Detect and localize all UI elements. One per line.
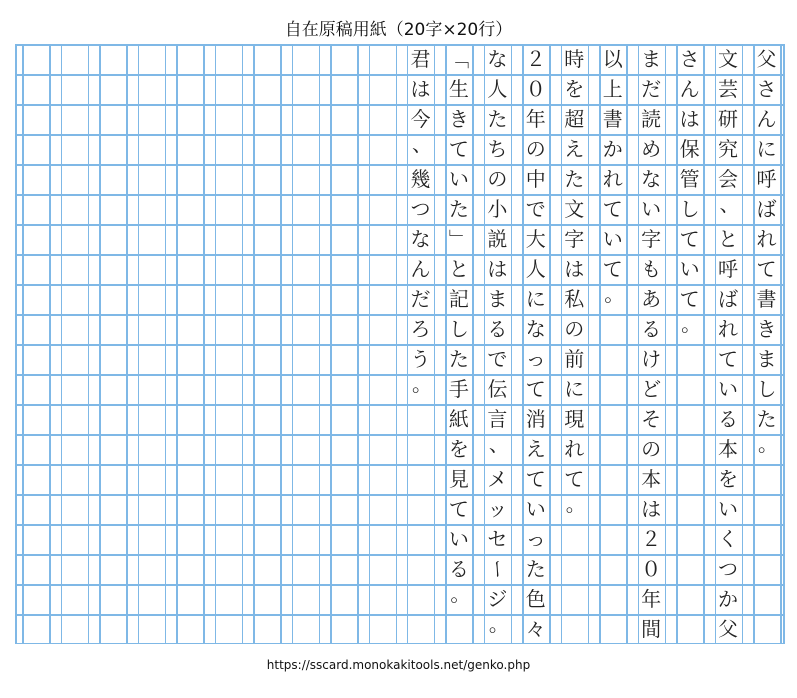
manuscript-column bbox=[253, 44, 280, 644]
manuscript-char: 説 bbox=[487, 227, 508, 251]
manuscript-char: の bbox=[487, 167, 508, 191]
grid-line-horizontal bbox=[15, 284, 784, 286]
manuscript-char: て bbox=[448, 137, 469, 161]
manuscript-char: 時 bbox=[564, 47, 585, 71]
manuscript-char: の bbox=[564, 317, 585, 341]
manuscript-char: え bbox=[564, 137, 585, 161]
manuscript-char: メ bbox=[487, 467, 508, 491]
manuscript-char: 現 bbox=[564, 407, 585, 431]
grid-line-horizontal bbox=[15, 314, 784, 316]
manuscript-char: と bbox=[718, 227, 739, 251]
manuscript-char: 々 bbox=[525, 617, 546, 641]
manuscript-char: は bbox=[679, 107, 700, 131]
grid-line-horizontal bbox=[15, 134, 784, 136]
manuscript-char: ば bbox=[718, 287, 739, 311]
manuscript-char: る bbox=[487, 317, 508, 341]
grid-line-horizontal bbox=[15, 44, 784, 46]
manuscript-char: 管 bbox=[679, 167, 700, 191]
manuscript-char: 本 bbox=[641, 467, 662, 491]
manuscript-column bbox=[676, 44, 703, 644]
manuscript-char: し bbox=[679, 197, 700, 221]
manuscript-char: 父 bbox=[756, 47, 777, 71]
manuscript-grid bbox=[15, 44, 784, 644]
manuscript-char: な bbox=[641, 167, 662, 191]
manuscript-char: の bbox=[525, 137, 546, 161]
manuscript-char: て bbox=[564, 467, 585, 491]
manuscript-char: て bbox=[602, 197, 623, 221]
manuscript-char: 超 bbox=[564, 107, 585, 131]
manuscript-column bbox=[599, 44, 626, 644]
manuscript-char: き bbox=[448, 107, 469, 131]
manuscript-char: ０ bbox=[525, 77, 546, 101]
manuscript-char: て bbox=[525, 467, 546, 491]
manuscript-char: 私 bbox=[564, 287, 585, 311]
manuscript-char: し bbox=[756, 377, 777, 401]
manuscript-char: れ bbox=[756, 227, 777, 251]
manuscript-char: い bbox=[448, 527, 469, 551]
manuscript-char: 今 bbox=[410, 107, 431, 131]
manuscript-char: た bbox=[564, 167, 585, 191]
manuscript-char: ん bbox=[679, 77, 700, 101]
manuscript-char: し bbox=[448, 317, 469, 341]
manuscript-column bbox=[407, 44, 434, 644]
manuscript-char: ち bbox=[487, 137, 508, 161]
manuscript-column bbox=[215, 44, 242, 644]
manuscript-char: 手 bbox=[448, 377, 469, 401]
manuscript-char: 「 bbox=[446, 49, 471, 69]
manuscript-char: 本 bbox=[718, 437, 739, 461]
manuscript-char: は bbox=[564, 257, 585, 281]
manuscript-char: で bbox=[487, 347, 508, 371]
manuscript-char: 字 bbox=[564, 227, 585, 251]
manuscript-column bbox=[445, 44, 472, 644]
grid-line-horizontal bbox=[15, 494, 784, 496]
manuscript-char: は bbox=[410, 77, 431, 101]
manuscript-char: 。 bbox=[450, 582, 471, 606]
manuscript-char: い bbox=[602, 227, 623, 251]
grid-line-horizontal bbox=[15, 194, 784, 196]
manuscript-char: 間 bbox=[641, 617, 662, 641]
manuscript-column bbox=[292, 44, 319, 644]
manuscript-column bbox=[638, 44, 665, 644]
manuscript-char: る bbox=[718, 407, 739, 431]
manuscript-column bbox=[99, 44, 126, 644]
manuscript-char: は bbox=[487, 257, 508, 281]
manuscript-char: を bbox=[564, 77, 585, 101]
manuscript-char: さ bbox=[679, 47, 700, 71]
manuscript-char: 記 bbox=[448, 287, 469, 311]
manuscript-char: 。 bbox=[488, 612, 509, 636]
manuscript-char: て bbox=[679, 287, 700, 311]
manuscript-char: 生 bbox=[448, 77, 469, 101]
manuscript-char: う bbox=[410, 347, 431, 371]
manuscript-char: れ bbox=[602, 167, 623, 191]
manuscript-char: て bbox=[679, 227, 700, 251]
manuscript-column bbox=[22, 44, 49, 644]
grid-line-horizontal bbox=[15, 464, 784, 466]
manuscript-char: 、 bbox=[488, 432, 509, 456]
manuscript-char: 父 bbox=[718, 617, 739, 641]
footer-url: https://sscard.monokakitools.net/genko.php bbox=[266, 658, 531, 672]
manuscript-char: 、 bbox=[719, 192, 740, 216]
manuscript-column bbox=[522, 44, 549, 644]
manuscript-char: な bbox=[410, 227, 431, 251]
manuscript-char: る bbox=[448, 557, 469, 581]
grid-line-horizontal bbox=[15, 434, 784, 436]
manuscript-char: ０ bbox=[641, 557, 662, 581]
grid-line-horizontal bbox=[15, 643, 784, 645]
grid-line-horizontal bbox=[15, 554, 784, 556]
manuscript-char: で bbox=[525, 197, 546, 221]
manuscript-column bbox=[61, 44, 88, 644]
manuscript-column bbox=[176, 44, 203, 644]
manuscript-char: て bbox=[718, 347, 739, 371]
manuscript-char: 研 bbox=[718, 107, 739, 131]
manuscript-char: ジ bbox=[487, 587, 508, 611]
manuscript-char: ん bbox=[756, 107, 777, 131]
manuscript-char: 書 bbox=[602, 107, 623, 131]
manuscript-char: あ bbox=[641, 287, 662, 311]
manuscript-column bbox=[330, 44, 357, 644]
manuscript-char: 見 bbox=[448, 467, 469, 491]
manuscript-char: 上 bbox=[602, 77, 623, 101]
manuscript-char: た bbox=[525, 557, 546, 581]
manuscript-char: 大 bbox=[525, 227, 546, 251]
manuscript-char: 伝 bbox=[487, 377, 508, 401]
manuscript-char: つ bbox=[410, 197, 431, 221]
manuscript-char: て bbox=[602, 257, 623, 281]
manuscript-char: 、 bbox=[411, 132, 432, 156]
manuscript-char: 色 bbox=[525, 587, 546, 611]
manuscript-char: 。 bbox=[604, 282, 625, 306]
manuscript-char: た bbox=[487, 107, 508, 131]
manuscript-char: っ bbox=[525, 527, 546, 551]
manuscript-char: ッ bbox=[487, 497, 508, 521]
manuscript-char: 読 bbox=[641, 107, 662, 131]
manuscript-char: ー bbox=[485, 559, 510, 579]
manuscript-char: 幾 bbox=[410, 167, 431, 191]
manuscript-char: 究 bbox=[718, 137, 739, 161]
grid-line-horizontal bbox=[15, 524, 784, 526]
manuscript-char: 文 bbox=[718, 47, 739, 71]
manuscript-column bbox=[369, 44, 396, 644]
manuscript-char: に bbox=[525, 287, 546, 311]
manuscript-char: 文 bbox=[564, 197, 585, 221]
manuscript-char: め bbox=[641, 137, 662, 161]
manuscript-char: っ bbox=[525, 347, 546, 371]
manuscript-char: 前 bbox=[564, 347, 585, 371]
manuscript-char: れ bbox=[718, 317, 739, 341]
manuscript-char: い bbox=[718, 377, 739, 401]
manuscript-char: 言 bbox=[487, 407, 508, 431]
manuscript-char: は bbox=[641, 497, 662, 521]
manuscript-char: 中 bbox=[525, 167, 546, 191]
grid-line-horizontal bbox=[15, 584, 784, 586]
page-title: 自在原稿用紙（20字×20行） bbox=[284, 20, 513, 40]
manuscript-char: ２ bbox=[641, 527, 662, 551]
grid-line-horizontal bbox=[15, 164, 784, 166]
manuscript-char: を bbox=[448, 437, 469, 461]
manuscript-char: 呼 bbox=[718, 257, 739, 281]
manuscript-char: に bbox=[756, 137, 777, 161]
grid-line-horizontal bbox=[15, 374, 784, 376]
grid-line-horizontal bbox=[15, 104, 784, 106]
manuscript-column bbox=[561, 44, 588, 644]
manuscript-char: を bbox=[718, 467, 739, 491]
manuscript-char: く bbox=[718, 527, 739, 551]
manuscript-char: 人 bbox=[525, 257, 546, 281]
manuscript-char: セ bbox=[487, 527, 508, 551]
grid-line-horizontal bbox=[15, 254, 784, 256]
manuscript-char: 。 bbox=[681, 312, 702, 336]
manuscript-char: そ bbox=[641, 407, 662, 431]
manuscript-char: 。 bbox=[758, 432, 778, 456]
manuscript-char: 保 bbox=[679, 137, 700, 161]
manuscript-column bbox=[138, 44, 165, 644]
manuscript-char: つ bbox=[718, 557, 739, 581]
manuscript-char: 。 bbox=[565, 492, 586, 516]
manuscript-char: だ bbox=[641, 77, 662, 101]
manuscript-char: に bbox=[564, 377, 585, 401]
manuscript-char: 紙 bbox=[448, 407, 469, 431]
manuscript-char: 芸 bbox=[718, 77, 739, 101]
manuscript-char: だ bbox=[410, 287, 431, 311]
manuscript-char: き bbox=[756, 317, 777, 341]
manuscript-char: ま bbox=[756, 347, 777, 371]
manuscript-char: 字 bbox=[641, 227, 662, 251]
manuscript-char: て bbox=[525, 377, 546, 401]
manuscript-char: 」 bbox=[446, 229, 471, 249]
manuscript-char: い bbox=[641, 197, 662, 221]
grid-line-horizontal bbox=[15, 614, 784, 616]
manuscript-char: ２ bbox=[525, 47, 546, 71]
grid-line-horizontal bbox=[15, 344, 784, 346]
manuscript-char: 消 bbox=[525, 407, 546, 431]
manuscript-char: ん bbox=[410, 257, 431, 281]
manuscript-char: た bbox=[448, 197, 469, 221]
manuscript-char: 。 bbox=[411, 372, 432, 396]
manuscript-char: な bbox=[525, 317, 546, 341]
manuscript-char: か bbox=[602, 137, 623, 161]
manuscript-char: い bbox=[525, 497, 546, 521]
manuscript-char: か bbox=[718, 587, 739, 611]
manuscript-char: け bbox=[641, 347, 662, 371]
manuscript-char: も bbox=[641, 257, 662, 281]
manuscript-char: て bbox=[448, 497, 469, 521]
manuscript-char: 小 bbox=[487, 197, 508, 221]
manuscript-char: と bbox=[448, 257, 469, 281]
manuscript-char: 以 bbox=[602, 47, 623, 71]
manuscript-char: 年 bbox=[525, 107, 546, 131]
grid-line-horizontal bbox=[15, 404, 784, 406]
manuscript-char: ど bbox=[641, 377, 662, 401]
manuscript-char: た bbox=[756, 407, 777, 431]
manuscript-char: 人 bbox=[487, 77, 508, 101]
manuscript-column bbox=[715, 44, 742, 644]
manuscript-char: 呼 bbox=[756, 167, 777, 191]
grid-line-horizontal bbox=[15, 74, 784, 76]
manuscript-char: ば bbox=[756, 197, 777, 221]
manuscript-char: な bbox=[487, 47, 508, 71]
manuscript-char: る bbox=[641, 317, 662, 341]
manuscript-char: 年 bbox=[641, 587, 662, 611]
manuscript-char: さ bbox=[756, 77, 777, 101]
manuscript-column bbox=[484, 44, 511, 644]
manuscript-char: た bbox=[448, 347, 469, 371]
manuscript-char: ろ bbox=[410, 317, 431, 341]
manuscript-char: い bbox=[448, 167, 469, 191]
manuscript-char: の bbox=[641, 437, 662, 461]
manuscript-char: い bbox=[679, 257, 700, 281]
manuscript-char: ま bbox=[641, 47, 662, 71]
manuscript-char: ま bbox=[487, 287, 508, 311]
manuscript-char: 君 bbox=[410, 47, 431, 71]
manuscript-char: て bbox=[756, 257, 777, 281]
manuscript-column bbox=[753, 44, 780, 644]
manuscript-char: 書 bbox=[756, 287, 777, 311]
manuscript-char: え bbox=[525, 437, 546, 461]
manuscript-char: 会 bbox=[718, 167, 739, 191]
manuscript-char: い bbox=[718, 497, 739, 521]
manuscript-char: れ bbox=[564, 437, 585, 461]
grid-line-horizontal bbox=[15, 224, 784, 226]
